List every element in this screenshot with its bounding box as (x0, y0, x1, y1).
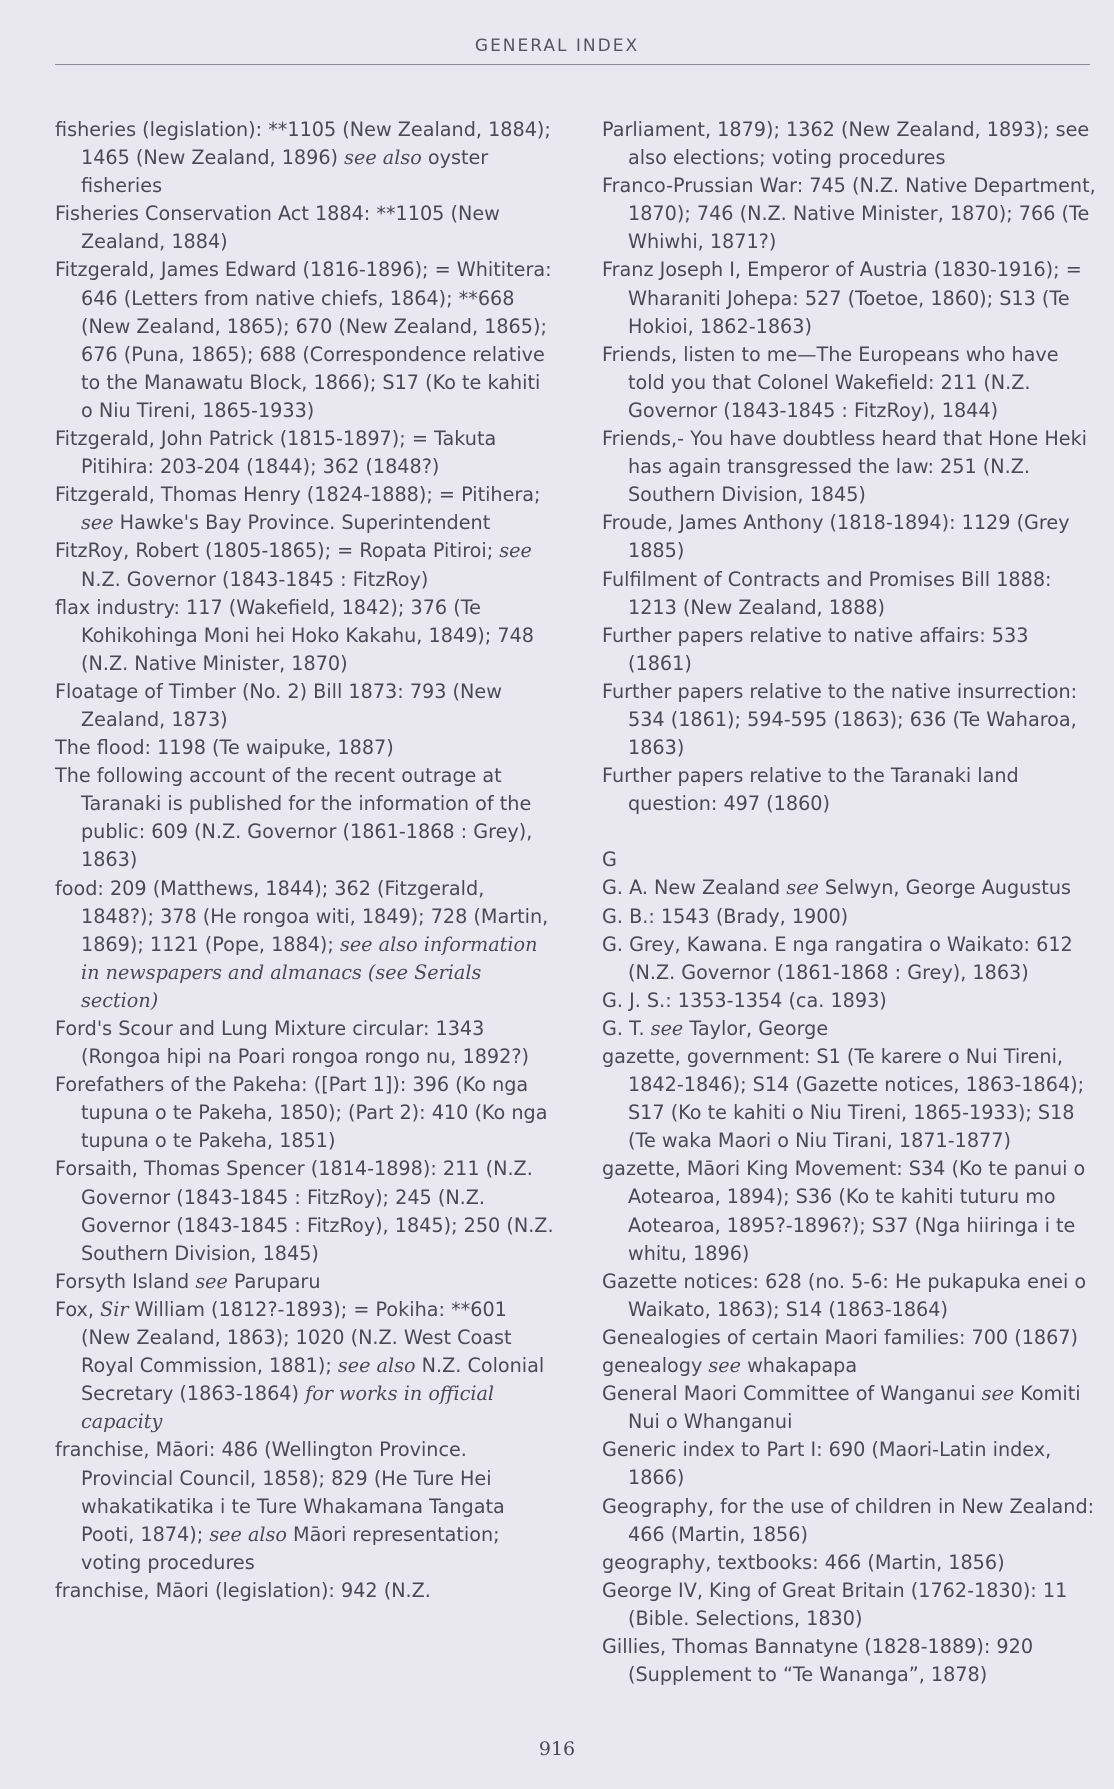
index-entry (602, 1015, 1098, 1043)
index-entry (602, 874, 1098, 902)
index-entry (602, 1436, 1098, 1492)
entry-text: gazette, government: S1 (Te karere o Nui Tireni, 1842-1846); S14 (Gazette notices, 1863-1864); S17 (Ko te kahiti o Niu Tireni, 1865-1933); S18 (Te waka Maori o Niu Tirani, 1871-1877) (602, 1045, 1085, 1153)
entry-text: The following account of the recent outrage at Taranaki is published for the information of the public: 609 (N.Z. Governor (1861-1868 : Grey), 1863) (55, 764, 533, 872)
index-entry (55, 594, 555, 678)
entry-text: Franz Joseph I, Emperor of Austria (1830-1916); = Wharaniti Johepa: 527 (Toetoe, 1860); S13 (Te Hokioi, 1862-1863) (602, 258, 1082, 338)
entry-text: N.Z. Colonial Secretary (1863-1864) (81, 1354, 545, 1406)
index-entry (602, 1577, 1098, 1633)
index-entry (55, 200, 555, 256)
entry-text: Gazette notices: 628 (no. 5-6: He pukapuka enei o Waikato, 1863); S14 (1863-1864) (602, 1269, 1087, 1321)
index-entry (602, 1352, 1098, 1380)
entry-text: N.Z. Governor (1843-1845 : FitzRoy) (81, 567, 429, 591)
entry-text: Floatage of Timber (No. 2) Bill 1873: 793 (New Zealand, 1873) (55, 679, 502, 731)
entry-text: Fisheries Conservation Act 1884: **1105 (New Zealand, 1884) (55, 202, 500, 254)
index-entry (602, 762, 1098, 818)
index-entry (602, 341, 1098, 425)
entry-italic-text: see (81, 511, 114, 535)
index-entry (602, 1043, 1098, 1155)
entry-text: George IV, King of Great Britain (1762-1830): 11 (Bible. Selections, 1830) (602, 1578, 1068, 1630)
index-entry (602, 678, 1098, 762)
entry-text: G. T. (602, 1016, 651, 1040)
entry-italic-text: Sir (100, 1297, 129, 1321)
entry-text: Taylor, George (683, 1016, 829, 1040)
index-entry (602, 116, 1098, 172)
entry-text: Forefathers of the Pakeha: ([Part 1]): 396 (Ko nga tupuna o te Pakeha, 1850); (Part 2): 410 (Ko nga tupuna o te Pakeha, 1851) (55, 1073, 548, 1153)
entry-italic-text: see (708, 1354, 741, 1378)
left-column (55, 116, 555, 1605)
index-entry (55, 1155, 555, 1267)
entry-italic-text: see (499, 539, 532, 563)
index-entry (55, 481, 555, 537)
page-number: 916 (538, 1738, 576, 1760)
index-entry (602, 931, 1098, 987)
entry-text: Further papers relative to native affairs: 533 (1861) (602, 623, 1029, 675)
entry-text: Fox, (55, 1297, 101, 1321)
index-entry (55, 425, 555, 481)
right-column (602, 116, 1098, 1689)
index-entry (602, 1633, 1098, 1689)
index-entry (602, 903, 1098, 931)
entry-italic-text: see also (209, 1522, 287, 1546)
index-entry (602, 1380, 1098, 1436)
entry-text: Geography, for the use of children in New Zealand: 466 (Martin, 1856) (602, 1494, 1095, 1546)
entry-text: genealogy (602, 1354, 709, 1378)
index-entry (55, 1577, 555, 1605)
entry-text: franchise, Māori: 486 (Wellington Province. Provincial Council, 1858); 829 (He Ture Hei whakatikatika i te Ture Whakamana Tangata Pooti, 1874); (55, 1438, 505, 1546)
entry-text: Māori representation; voting procedures (81, 1522, 500, 1574)
entry-text: William (1812?-1893); = Pokiha: **601 (New Zealand, 1863); 1020 (N.Z. West Coast Royal Commission, 1881); (81, 1297, 512, 1378)
index-entry (602, 1324, 1098, 1352)
entry-text: Ford's Scour and Lung Mixture circular: 1343 (Rongoa hipi na Poari rongoa rongo nu, 1892?) (55, 1017, 530, 1069)
entry-italic-text: see also (337, 1354, 416, 1378)
index-entry (55, 1071, 555, 1155)
index-entry (602, 566, 1098, 622)
entry-text: oyster fisheries (81, 146, 489, 198)
entry-text: Friends,- You have doubtless heard that Hone Heki has again transgressed the law: 251 (N.Z. Southern Division, 1845) (602, 427, 1088, 507)
index-entry (55, 734, 555, 762)
entry-text: Froude, James Anthony (1818-1894): 1129 (Grey 1885) (602, 511, 1070, 563)
index-entry (55, 537, 555, 593)
section-letter: G (602, 848, 617, 872)
index-entry (55, 1015, 555, 1071)
header-rule (55, 64, 1090, 65)
entry-text: Parliament, 1879); 1362 (New Zealand, 1893); see also elections; voting procedures (602, 118, 1090, 170)
entry-text: Fitzgerald, John Patrick (1815-1897); = Takuta Pitihira: 203-204 (1844); 362 (1848?) (55, 427, 497, 479)
entry-text: Friends, listen to me—The Europeans who have told you that Colonel Wakefield: 211 (N.Z. Governor (1843-1845 : FitzRoy), 1844) (602, 342, 1059, 422)
entry-text: Generic index to Part I: 690 (Maori-Latin index, 1866) (602, 1438, 1052, 1490)
index-entry (55, 1436, 555, 1576)
entry-text: flax industry: 117 (Wakefield, 1842); 376 (Te Kohikohinga Moni hei Hoko Kakahu, 1849); 748 (N.Z. Native Minister, 1870) (55, 595, 534, 675)
entry-text: Fulfilment of Contracts and Promises Bill 1888: 1213 (New Zealand, 1888) (602, 567, 1052, 619)
index-entry (602, 172, 1098, 256)
entry-text: Selwyn, George Augustus (818, 876, 1071, 900)
entry-text: Hawke's Bay Province. Superintendent (113, 511, 491, 535)
entry-text: G. B.: 1543 (Brady, 1900) (602, 904, 849, 928)
index-entry (602, 1549, 1098, 1577)
entry-text: franchise, Māori (legislation): 942 (N.Z. (55, 1578, 431, 1602)
entry-text: whakapapa (740, 1354, 858, 1378)
entry-text: gazette, Māori King Movement: S34 (Ko te panui o Aotearoa, 1894); S36 (Ko te kahiti tuturu mo Aotearoa, 1895?-1896?); S37 (Nga hiiringa i te whitu, 1896) (602, 1157, 1086, 1265)
entry-text: Paruparu (227, 1269, 321, 1293)
index-entry (602, 509, 1098, 565)
entry-italic-text: see also information in newspapers and almanacs (see Serials section) (81, 932, 538, 1012)
index-entry (602, 622, 1098, 678)
index-entry (602, 1268, 1098, 1324)
entry-italic-text: see (786, 876, 819, 900)
index-entry (55, 762, 555, 874)
entry-text: The flood: 1198 (Te waipuke, 1887) (55, 736, 394, 760)
entry-text: Komiti Nui o Whanganui (628, 1382, 1081, 1434)
entry-text: Further papers relative to the Taranaki land question: 497 (1860) (602, 764, 1019, 816)
entry-text: Franco-Prussian War: 745 (N.Z. Native Department, 1870); 746 (N.Z. Native Minister, 1870); 766 (Te Whiwhi, 1871?) (602, 174, 1096, 254)
entry-text: Forsyth Island (55, 1269, 196, 1293)
entry-text: General Maori Committee of Wanganui (602, 1382, 982, 1406)
entry-italic-text: for works in official capacity (81, 1382, 495, 1434)
index-entry (602, 425, 1098, 509)
entry-text: Further papers relative to the native insurrection: 534 (1861); 594-595 (1863); 636 (Te Waharoa, 1863) (602, 679, 1078, 760)
entry-text: Forsaith, Thomas Spencer (1814-1898): 211 (N.Z. Governor (1843-1845 : FitzRoy); 245 (N.Z. Governor (1843-1845 : FitzRoy), 1845); 250 (N.Z. Southern Division, 1845) (55, 1157, 554, 1265)
entry-italic-text: see (981, 1382, 1015, 1406)
index-entry (602, 256, 1098, 340)
entry-italic-text: see (195, 1269, 228, 1293)
index-entry (602, 1155, 1098, 1267)
index-entry (602, 987, 1098, 1015)
entry-text: Genealogies of certain Maori families: 700 (1867) (602, 1325, 1079, 1349)
index-entry (55, 875, 555, 1015)
index-entry (55, 678, 555, 734)
index-entry (602, 1493, 1098, 1549)
running-head: GENERAL INDEX (474, 36, 640, 56)
entry-text: Fitzgerald, Thomas Henry (1824-1888); = Pitihera; (55, 483, 541, 507)
entry-text: Fitzgerald, James Edward (1816-1896); = Whititera: 646 (Letters from native chiefs, 1864); **668 (New Zealand, 1865); 670 (New Zealand, 1865); 676 (Puna, 1865); 688 (Correspondence relative to the Manawatu Block, 1866); S17 (Ko te kahiti o Niu Tireni, 1865-1933) (55, 258, 552, 422)
entry-italic-text: see (650, 1016, 684, 1040)
entry-text: food: 209 (Matthews, 1844); 362 (Fitzgerald, 1848?); 378 (He rongoa witi, 1849); 728 (Martin, 1869); 1121 (Pope, 1884); (55, 876, 549, 956)
entry-text: G. J. S.: 1353-1354 (ca. 1893) (602, 988, 887, 1012)
entry-text: G. A. New Zealand (602, 876, 787, 900)
entry-text: Gillies, Thomas Bannatyne (1828-1889): 920 (Supplement to “Te Wananga”, 1878) (602, 1634, 1034, 1687)
entry-text: geography, textbooks: 466 (Martin, 1856) (602, 1550, 1005, 1574)
index-entry (55, 256, 555, 425)
index-entry (55, 1268, 555, 1296)
entry-text: G. Grey, Kawana. E nga rangatira o Waikato: 612 (N.Z. Governor (1861-1868 : Grey), 1863) (602, 932, 1073, 984)
index-entry (55, 1296, 555, 1436)
entry-text: fisheries (legislation): **1105 (New Zealand, 1884); 1465 (New Zealand, 1896) (55, 118, 551, 170)
entry-italic-text: see also (344, 146, 422, 170)
entry-text: FitzRoy, Robert (1805-1865); = Ropata Pitiroi; (55, 539, 500, 563)
index-entry (55, 116, 555, 200)
